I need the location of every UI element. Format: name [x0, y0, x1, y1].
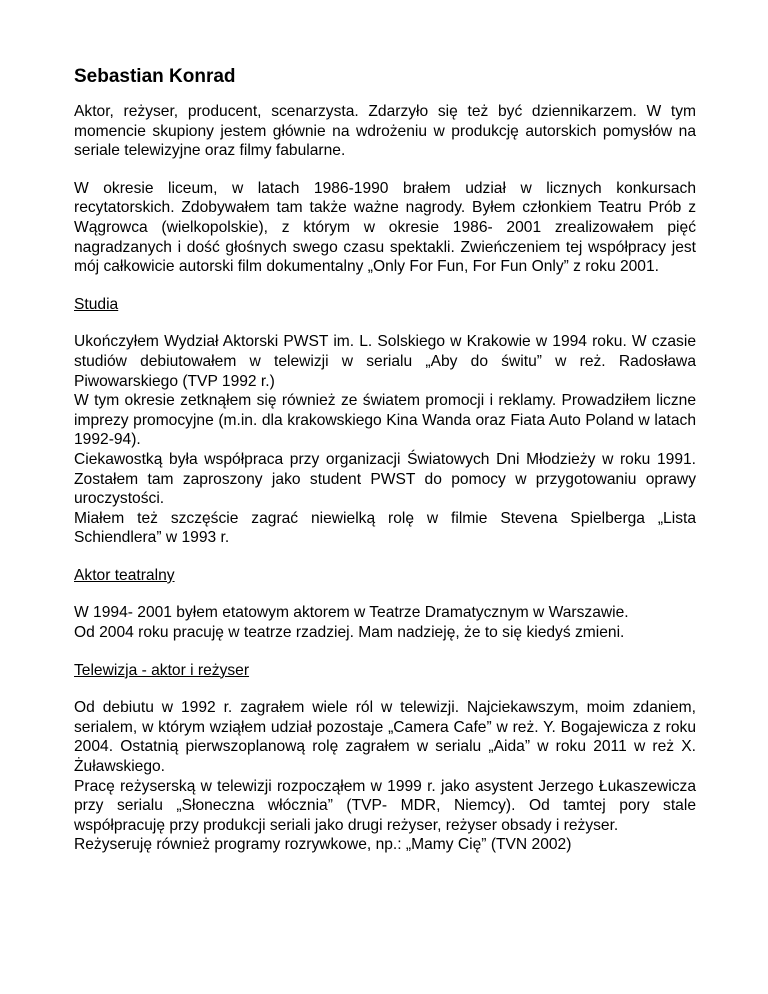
page-title: Sebastian Konrad: [74, 66, 236, 87]
teatr-line: W 1994- 2001 byłem etatowym aktorem w Teatrze Dramatycznym w Warszawie.: [74, 604, 629, 622]
section-heading-telewizja: Telewizja - aktor i reżyser: [74, 661, 250, 679]
liceum-paragraph: W okresie liceum, w latach 1986-1990 brałem udział w licznych konkursach recytatorskich. Zdobywałem tam także ważne nagrody. Byłem członkiem Teatru Prób z Wągrowca (wielkopolskie), z którym w okresie 1986- 2001 zrealizowałem pięć nagradzanych i dość głośnych swego czasu spektakli. Zwieńczeniem tej współpracy jest mój całkowicie autorski film dokumentalny „Only For Fun, For Fun Only” z roku 2001.: [74, 179, 696, 276]
telewizja-line: Pracę reżyserską w telewizji rozpocząłem w 1999 r. jako asystent Jerzego Łukaszewicza przy serialu „Słoneczna włócznia” (TVP- MDR, Niemcy). Od tamtej pory stale współpracuję przy produkcji seriali jako drugi reżyser, reżyser obsady i reżyser.: [74, 777, 696, 834]
telewizja-line: Od debiutu w 1992 r. zagrałem wiele ról w telewizji. Najciekawszym, moim zdaniem, serialem, w którym wziąłem udział pozostaje „Camera Cafe” w reż. Y. Bogajewicza z roku 2004. Ostatnią pierwszoplanową rolę zagrałem w serialu „Aida” w roku 2011 w reż X. Żuławskiego.: [74, 699, 696, 776]
document-page: [74, 64, 696, 873]
section-heading-studia: Studia: [74, 295, 119, 313]
telewizja-line: Reżyseruję również programy rozrywkowe, np.: „Mamy Cię” (TVN 2002): [74, 836, 572, 854]
intro-paragraph: Aktor, reżyser, producent, scenarzysta. Zdarzyło się też być dziennikarzem. W tym momencie skupiony jestem głównie na wdrożeniu w produkcję autorskich pomysłów na seriale telewizyjne oraz filmy fabularne.: [74, 103, 696, 160]
studia-line: W tym okresie zetknąłem się również ze światem promocji i reklamy. Prowadziłem liczne imprezy promocyjne (m.in. dla krakowskiego Kina Wanda oraz Fiata Auto Poland w latach 1992-94).: [74, 392, 696, 449]
studia-line: Miałem też szczęście zagrać niewielką rolę w filmie Stevena Spielberga „Lista Schiendlera” w 1993 r.: [74, 509, 696, 547]
section-heading-aktor-teatralny: Aktor teatralny: [74, 566, 175, 584]
teatr-line: Od 2004 roku pracuję w teatrze rzadziej. Mam nadzieję, że to się kiedyś zmieni.: [74, 624, 625, 642]
telewizja-section: [74, 698, 696, 855]
teatr-section: [74, 603, 696, 642]
studia-line: Ciekawostką była współpraca przy organizacji Światowych Dni Młodzieży w roku 1991. Zostałem tam zaproszony jako student PWST do pomocy w przygotowaniu oprawy uroczystości.: [74, 450, 696, 508]
studia-line: Ukończyłem Wydział Aktorski PWST im. L. Solskiego w Krakowie w 1994 roku. W czasie studiów debiutowałem w telewizji w serialu „Aby do świtu” w reż. Radosława Piwowarskiego (TVP 1992 r.): [74, 333, 696, 390]
studia-section: [74, 332, 696, 548]
